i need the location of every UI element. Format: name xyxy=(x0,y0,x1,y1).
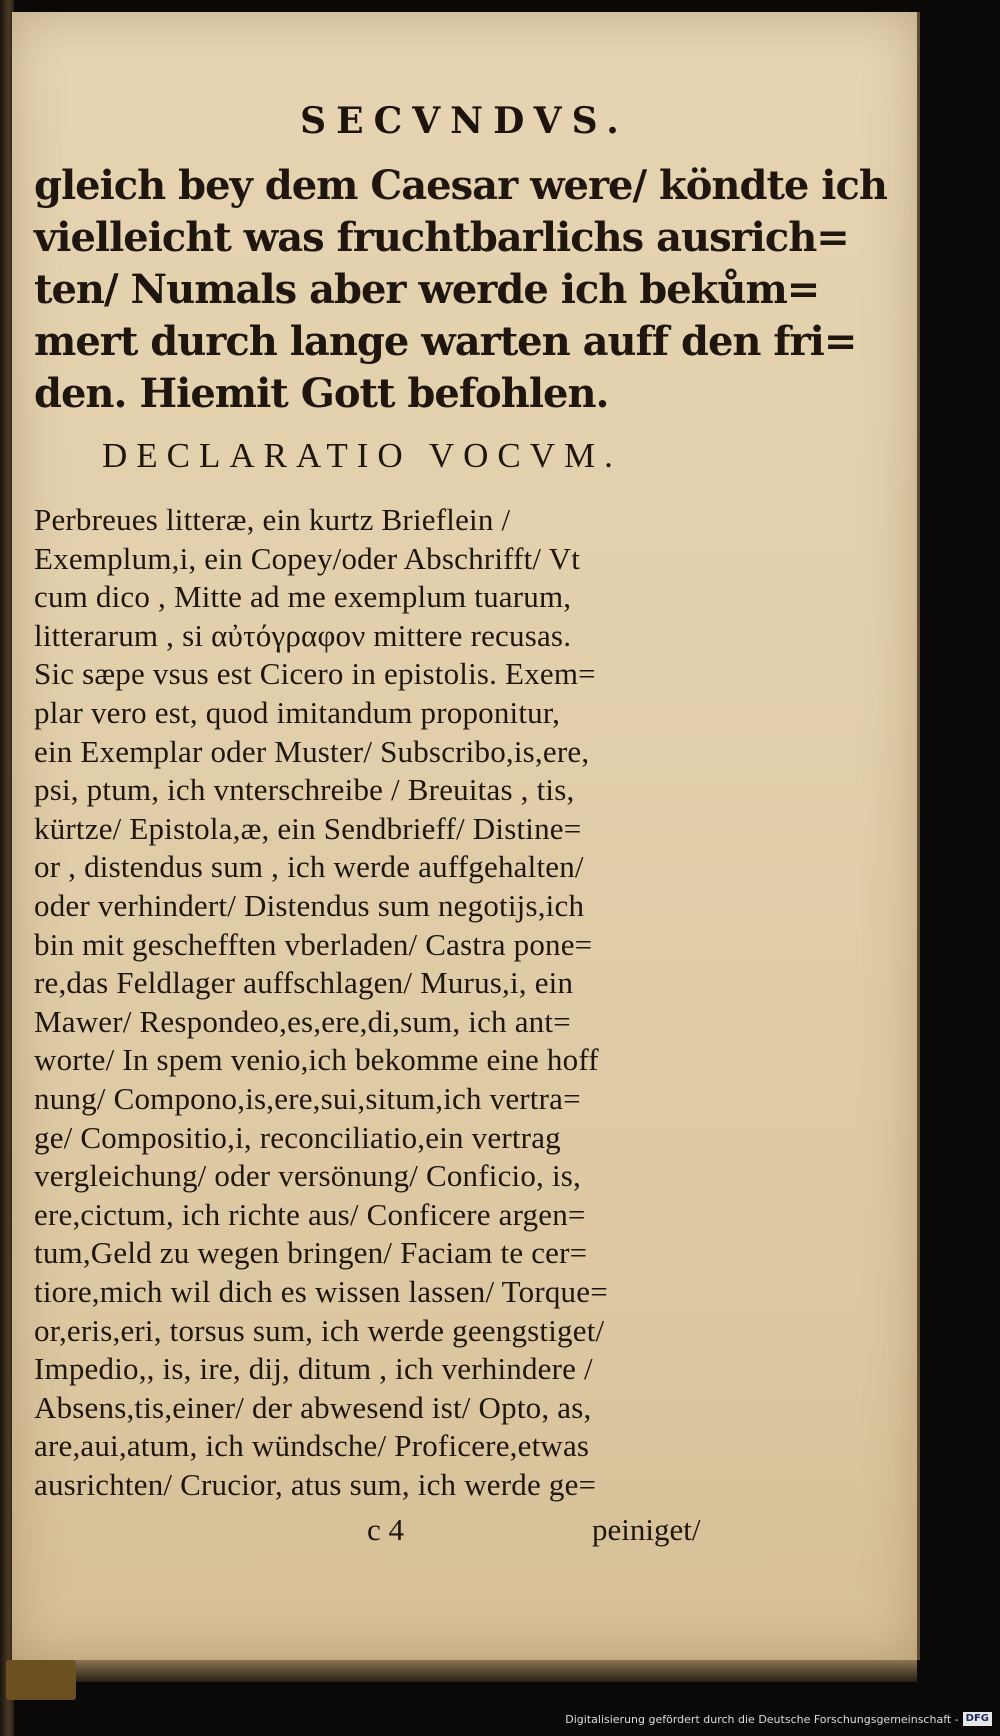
glossary-line: re,das Feldlager auffschlagen/ Murus,i, ein xyxy=(34,965,574,1000)
letter-line: den. Hiemit Gott befohlen. xyxy=(34,370,609,417)
letter-line: vielleicht was fruchtbarlichs ausrich= xyxy=(34,214,849,261)
glossary-line: psi, ptum, ich vnterschreibe / Breuitas , tis, xyxy=(34,772,575,807)
glossary-line: worte/ In spem venio,ich bekomme eine hoff xyxy=(34,1042,599,1077)
glossary-line: Impedio,, is, ire, dij, ditum , ich verhindere / xyxy=(34,1351,593,1386)
glossary-line: tiore,mich wil dich es wissen lassen/ Torque= xyxy=(34,1274,608,1309)
glossary-line: oder verhindert/ Distendus sum negotijs,ich xyxy=(34,888,585,923)
page-bottom-edge xyxy=(12,1660,917,1682)
letter-line: ten/ Numals aber werde ich bekům= xyxy=(34,266,820,313)
letter-line: mert durch lange warten auff den fri= xyxy=(34,318,857,365)
catchword: peiniget/ xyxy=(592,1512,701,1547)
glossary-line: Perbreues litteræ, ein kurtz Brieflein / xyxy=(34,502,511,537)
section-heading: DECLARATIO VOCVM. xyxy=(102,436,622,475)
glossary-line: Mawer/ Respondeo,es,ere,di,sum, ich ant= xyxy=(34,1004,571,1039)
glossary-line: tum,Geld zu wegen bringen/ Faciam te cer= xyxy=(34,1235,588,1270)
glossary-line: kürtze/ Epistola,æ, ein Sendbrieff/ Distine= xyxy=(34,811,582,846)
digitization-credit xyxy=(565,1712,992,1726)
glossary-line: plar vero est, quod imitandum proponitur, xyxy=(34,695,561,730)
glossary-line: or , distendus sum , ich werde auffgehalten/ xyxy=(34,849,584,884)
glossary-line: ausrichten/ Crucior, atus sum, ich werde ge= xyxy=(34,1467,597,1502)
glossary-line: vergleichung/ oder versönung/ Conficio, is, xyxy=(34,1158,581,1193)
glossary-line: nung/ Compono,is,ere,sui,situm,ich vertra= xyxy=(34,1081,581,1116)
glossary-line: Exemplum,i, ein Copey/oder Abschrifft/ Vt xyxy=(34,541,581,576)
glossary-line: ein Exemplar oder Muster/ Subscribo,is,ere, xyxy=(34,734,590,769)
glossary-line: Absens,tis,einer/ der abwesend ist/ Opto, as, xyxy=(34,1390,592,1425)
signature-mark: c 4 xyxy=(367,1512,405,1547)
running-title: SECVNDVS. xyxy=(300,100,629,142)
glossary-line: ere,cictum, ich richte aus/ Conficere argen= xyxy=(34,1197,586,1232)
glossary-line: litterarum , si αὐτόγραφον mittere recusas. xyxy=(34,618,572,653)
glossary-line: bin mit geschefften vberladen/ Castra pone= xyxy=(34,927,593,962)
glossary-line: Sic sæpe vsus est Cicero in epistolis. Exem= xyxy=(34,656,596,691)
binding-tab xyxy=(6,1660,76,1700)
book-page xyxy=(12,12,920,1660)
glossary-line: or,eris,eri, torsus sum, ich werde geengstiget/ xyxy=(34,1313,605,1348)
dfg-logo: DFG xyxy=(963,1712,992,1726)
glossary-line: cum dico , Mitte ad me exemplum tuarum, xyxy=(34,579,572,614)
glossary-line: are,aui,atum, ich wündsche/ Proficere,etwas xyxy=(34,1428,590,1463)
letter-line: gleich bey dem Caesar were/ köndte ich xyxy=(34,162,887,209)
glossary-line: ge/ Compositio,i, reconciliatio,ein vertrag xyxy=(34,1120,561,1155)
funding-note: Digitalisierung gefördert durch die Deutsche Forschungsgemeinschaft - xyxy=(565,1712,959,1726)
